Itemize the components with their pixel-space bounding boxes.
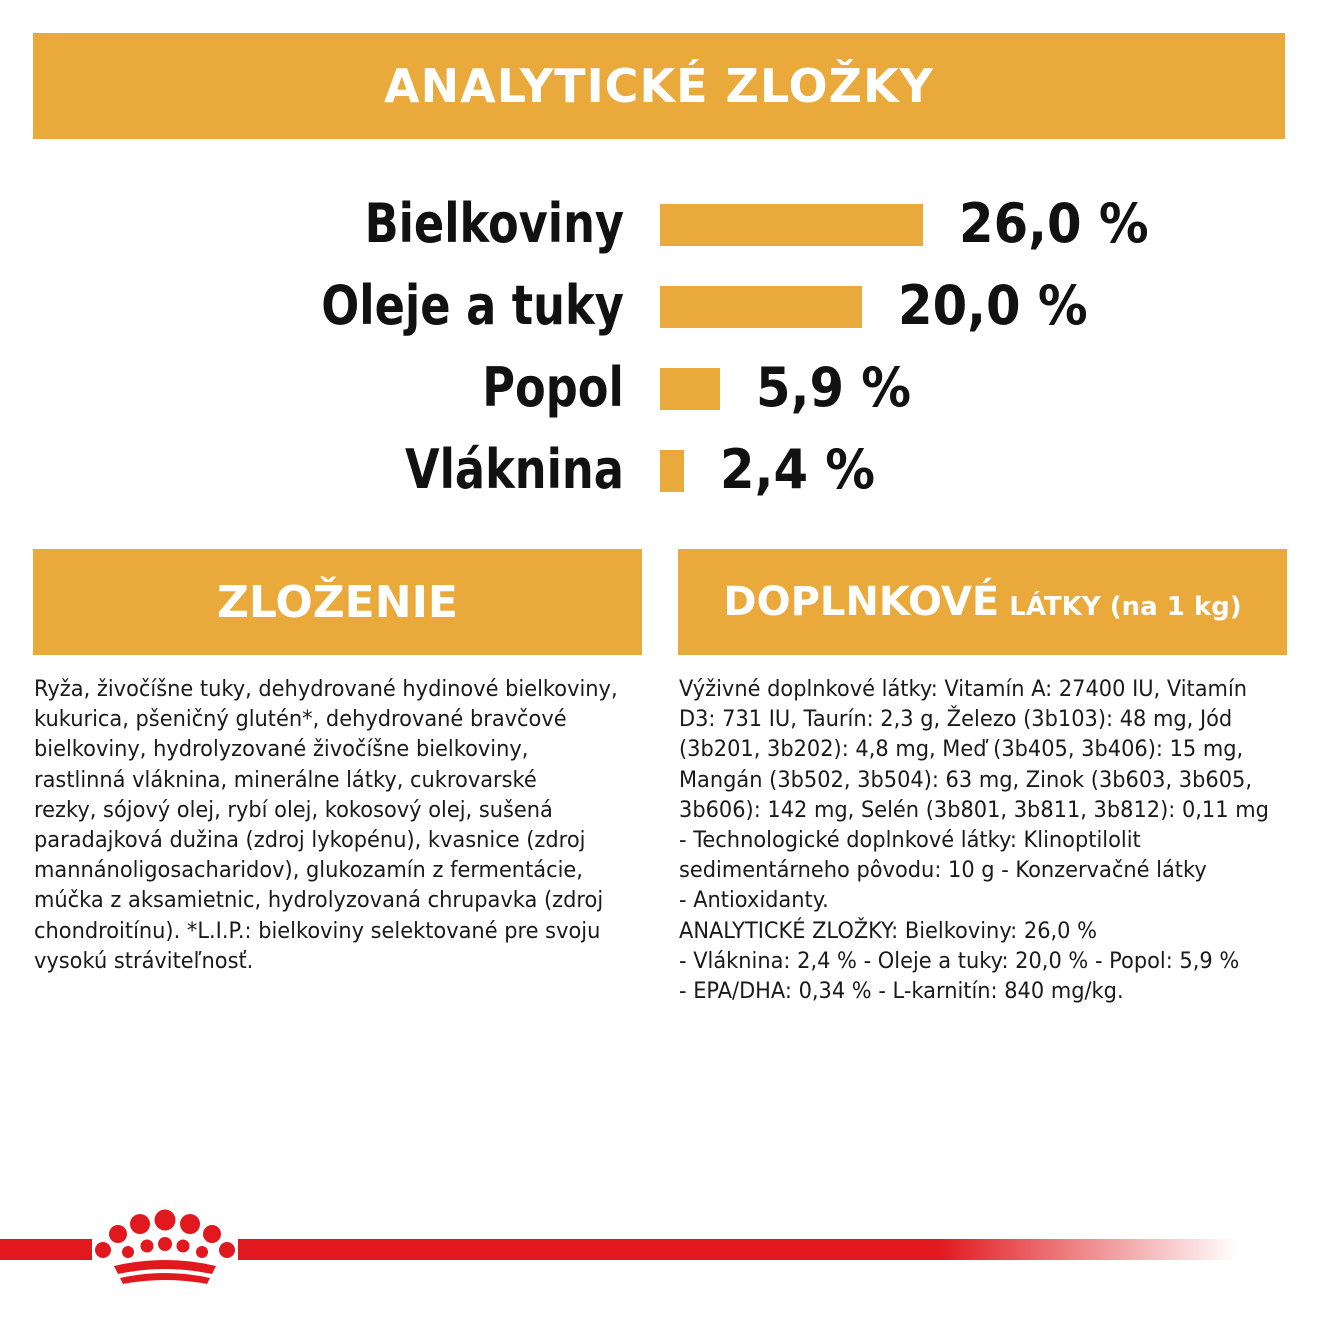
composition-text bbox=[34, 674, 634, 976]
footer-line-left bbox=[0, 1239, 92, 1260]
royal-canin-crown-icon bbox=[92, 1208, 238, 1290]
text-line: (3b201, 3b202): 4,8 mg, Meď (3b405, 3b406): 15 mg, bbox=[679, 736, 1244, 763]
chart-bar bbox=[660, 368, 720, 410]
chart-value-label: 2,4 % bbox=[720, 438, 876, 501]
analytical-components-banner bbox=[33, 33, 1285, 139]
text-line: ANALYTICKÉ ZLOŽKY: Bielkoviny: 26,0 % bbox=[679, 917, 1098, 944]
chart-value-label: 20,0 % bbox=[898, 274, 1088, 337]
additives-title-main: DOPLNKOVÉ bbox=[723, 579, 1000, 625]
additives-text bbox=[679, 674, 1288, 1006]
chart-row bbox=[0, 266, 1320, 346]
chart-bar bbox=[660, 450, 684, 492]
text-line: vysokú stráviteľnosť. bbox=[34, 947, 254, 974]
chart-bar bbox=[660, 286, 862, 328]
text-line: Ryža, živočíšne tuky, dehydrované hydinové bielkoviny, bbox=[34, 676, 618, 702]
text-line: Výživné doplnkové látky: Vitamín A: 27400 IU, Vitamín bbox=[679, 676, 1248, 702]
chart-value-label: 5,9 % bbox=[755, 356, 911, 419]
chart-category-label: Bielkoviny bbox=[364, 192, 624, 255]
chart-row bbox=[0, 184, 1320, 264]
text-line: paradajková dužina (zdroj lykopénu), kvasnice (zdroj bbox=[34, 827, 586, 854]
text-line: kukurica, pšeničný glutén*, dehydrované bravčové bbox=[34, 706, 567, 733]
footer-line-right bbox=[238, 1239, 1238, 1260]
text-line: - Technologické doplnkové látky: Klinoptilolit bbox=[679, 827, 1141, 854]
chart-value-label: 26,0 % bbox=[958, 192, 1149, 255]
chart-row bbox=[0, 348, 1320, 428]
text-line: - EPA/DHA: 0,34 % - L-karnitín: 840 mg/kg. bbox=[679, 978, 1124, 1005]
chart-category-label: Oleje a tuky bbox=[321, 274, 624, 337]
additives-banner bbox=[678, 549, 1287, 655]
additives-title-small: LÁTKY (na 1 kg) bbox=[1009, 592, 1242, 622]
text-line: Mangán (3b502, 3b504): 63 mg, Zinok (3b603, 3b605, bbox=[679, 766, 1252, 793]
chart-category-label: Vláknina bbox=[405, 438, 624, 501]
text-line: - Vláknina: 2,4 % - Oleje a tuky: 20,0 % - Popol: 5,9 % bbox=[679, 947, 1240, 974]
composition-banner bbox=[33, 549, 642, 655]
text-line: chondroitínu). *L.I.P.: bielkoviny selektované pre svoju bbox=[34, 917, 601, 944]
text-line: rezky, sójový olej, rybí olej, kokosový olej, sušená bbox=[34, 796, 553, 823]
text-line: bielkoviny, hydrolyzované živočíšne bielkoviny, bbox=[34, 736, 529, 763]
chart-bar bbox=[660, 204, 923, 246]
text-line: mannánoligosacharidov), glukozamín z fermentácie, bbox=[34, 857, 583, 884]
text-line: múčka z aksamietnic, hydrolyzovaná chrupavka (zdroj bbox=[34, 887, 604, 914]
text-line: - Antioxidanty. bbox=[679, 887, 829, 914]
composition-title: ZLOŽENIE bbox=[217, 576, 458, 628]
chart-category-label: Popol bbox=[482, 356, 624, 419]
text-line: 3b606): 142 mg, Selén (3b801, 3b811, 3b812): 0,11 mg bbox=[679, 796, 1269, 823]
analytical-components-title: ANALYTICKÉ ZLOŽKY bbox=[384, 59, 934, 113]
text-line: rastlinná vláknina, minerálne látky, cukrovarské bbox=[34, 766, 537, 793]
text-line: sedimentárneho pôvodu: 10 g - Konzervačné látky bbox=[679, 857, 1207, 884]
chart-row bbox=[0, 430, 1320, 510]
text-line: D3: 731 IU, Taurín: 2,3 g, Železo (3b103): 48 mg, Jód bbox=[679, 706, 1233, 733]
